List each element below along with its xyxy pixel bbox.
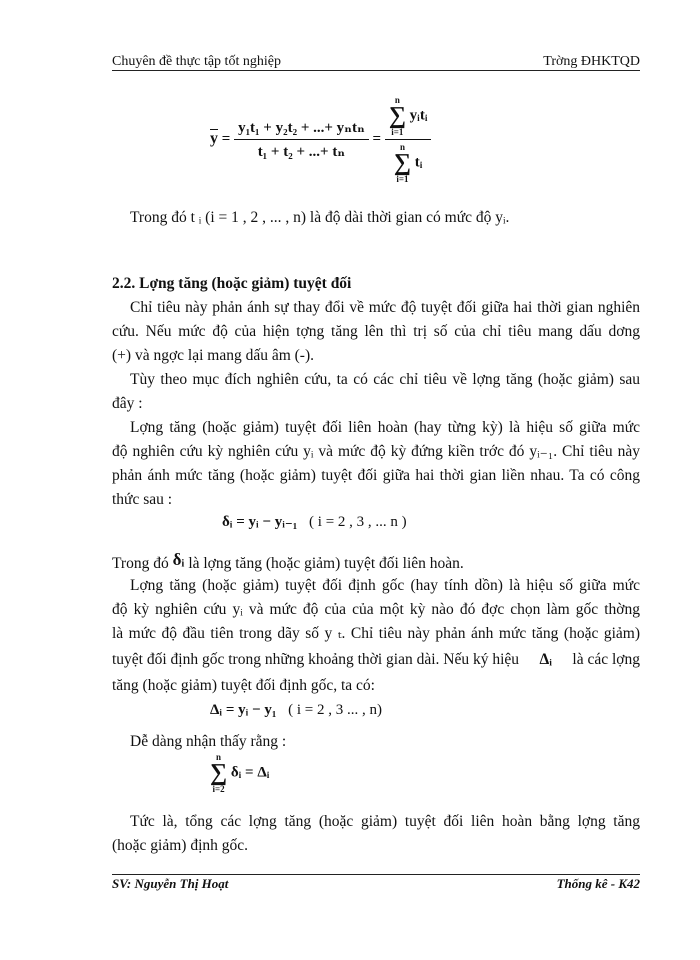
footer-right: Thống kê - K42: [556, 876, 640, 891]
header-left: Chuyên đề thực tập tốt nghiệp: [112, 54, 281, 69]
p4-pre: Trong đó: [112, 555, 169, 572]
p5-line5: tăng (hoặc giảm) tuyệt đối định gốc, ta có:: [112, 677, 375, 694]
p5-l4-post: là các lợng: [572, 651, 640, 668]
p5-line3: là mức độ đầu tiên trong dãy số y ₜ. Chỉ tiêu này phản ánh mức tăng (hoặc giảm): [112, 625, 640, 642]
formula3-range: ( i = 2 , 3 ... , n): [288, 702, 382, 718]
footer-left: SV: Nguyễn Thị Hoạt: [112, 876, 229, 891]
p5-line4: [112, 648, 640, 672]
sum-symbol-top: n ∑ i=1: [388, 95, 406, 137]
formula1-sum-fraction: [385, 95, 432, 184]
p3-line4: thức sau :: [112, 491, 173, 508]
p2-line2: đây :: [112, 395, 143, 412]
p1-line1: Chỉ tiêu này phản ánh sự thay đổi về mức độ tuyệt đối giữa hai thời gian nghiên: [130, 299, 640, 316]
formula3-expression: Δᵢ = yᵢ − y₁: [210, 702, 277, 718]
formula-chain-delta: [222, 512, 407, 531]
p5-line1: Lợng tăng (hoặc giảm) tuyệt đối định gốc (hay tính dồn) là hiệu số giữa mức: [130, 577, 640, 594]
formula-base-Delta: [210, 702, 382, 719]
delta-symbol: δᵢ: [172, 550, 185, 569]
p5-line2: độ kỳ nghiên cứu yᵢ và mức độ của của một kỳ nào đó đợc chọn làm gốc thờng: [112, 601, 640, 618]
p3-line1: Lợng tăng (hoặc giảm) tuyệt đối liên hoàn (hay từng kỳ) là hiệu số giữa mức: [130, 419, 640, 436]
header-right: Trờng ĐHKTQD: [543, 54, 640, 69]
formula1-eq1: =: [221, 130, 231, 147]
footer-divider: [112, 874, 640, 875]
formula-weighted-mean: [210, 95, 431, 184]
p1-line3: (+) và ngợc lại mang dấu âm (-).: [112, 347, 314, 364]
sum-symbol: n ∑ i=2: [210, 752, 228, 794]
sum-symbol-bottom: n ∑ i=1: [393, 142, 411, 184]
formula1-sum-denominator: n ∑ i=1 tᵢ: [393, 142, 423, 184]
formula1-fraction: [234, 118, 369, 161]
p6-line: Dễ dàng nhận thấy rằng :: [130, 733, 287, 750]
section-title: 2.2. Lợng tăng (hoặc giảm) tuyệt đối: [112, 275, 352, 292]
p3-line3: phản ánh mức tăng (hoặc giảm) tuyệt đối giữa hai thời gian liền nhau. Ta có công: [112, 467, 640, 484]
p5-l4-pre: tuyệt đối định gốc trong những khoảng thời gian dài. Nếu ký hiệu: [112, 651, 520, 668]
Delta-symbol: Δᵢ: [539, 651, 552, 668]
formula2-expression: δᵢ = yᵢ − yᵢ₋₁: [222, 514, 298, 530]
formula1-lhs: $\overline{y}$: [210, 129, 218, 147]
formula1-sum-numerator: n ∑ i=1 yᵢtᵢ: [385, 95, 432, 140]
p2-line1: Tùy theo mục đích nghiên cứu, ta có các chỉ tiêu về lợng tăng (hoặc giảm) sau: [130, 371, 640, 388]
p4-line: [112, 548, 640, 576]
header-divider: [112, 70, 640, 71]
p7-line2: (hoặc giảm) định gốc.: [112, 837, 249, 854]
p1-line2: cứu. Nếu mức độ của hiện tợng tăng lên thì trị số của chỉ tiêu mang dấu dơng: [112, 323, 640, 340]
p4-post: là lợng tăng (hoặc giảm) tuyệt đối liên hoàn.: [188, 555, 464, 572]
paragraph-ti-definition: Trong đó t ᵢ (i = 1 , 2 , ... , n) là độ dài thời gian có mức độ yᵢ.: [130, 209, 510, 226]
formula1-denominator: t₁ + t₂ + ...+ tₙ: [257, 144, 346, 160]
formula1-numerator: y₁t₁ + y₂t₂ + ...+ yₙtₙ: [234, 118, 369, 140]
p7-line1: Tức là, tổng các lợng tăng (hoặc giảm) tuyệt đối liên hoàn bằng lợng tăng: [130, 813, 640, 830]
formula2-range: ( i = 2 , 3 , ... n ): [309, 514, 407, 530]
formula1-eq2: =: [372, 130, 382, 147]
formula-sum-equals: [210, 752, 269, 794]
p3-line2: độ nghiên cứu kỳ nghiên cứu yᵢ và mức độ kỳ đứng kiền trớc đó yᵢ₋₁. Chỉ tiêu này: [112, 443, 640, 460]
formula4-body: δᵢ = Δᵢ: [230, 764, 270, 781]
